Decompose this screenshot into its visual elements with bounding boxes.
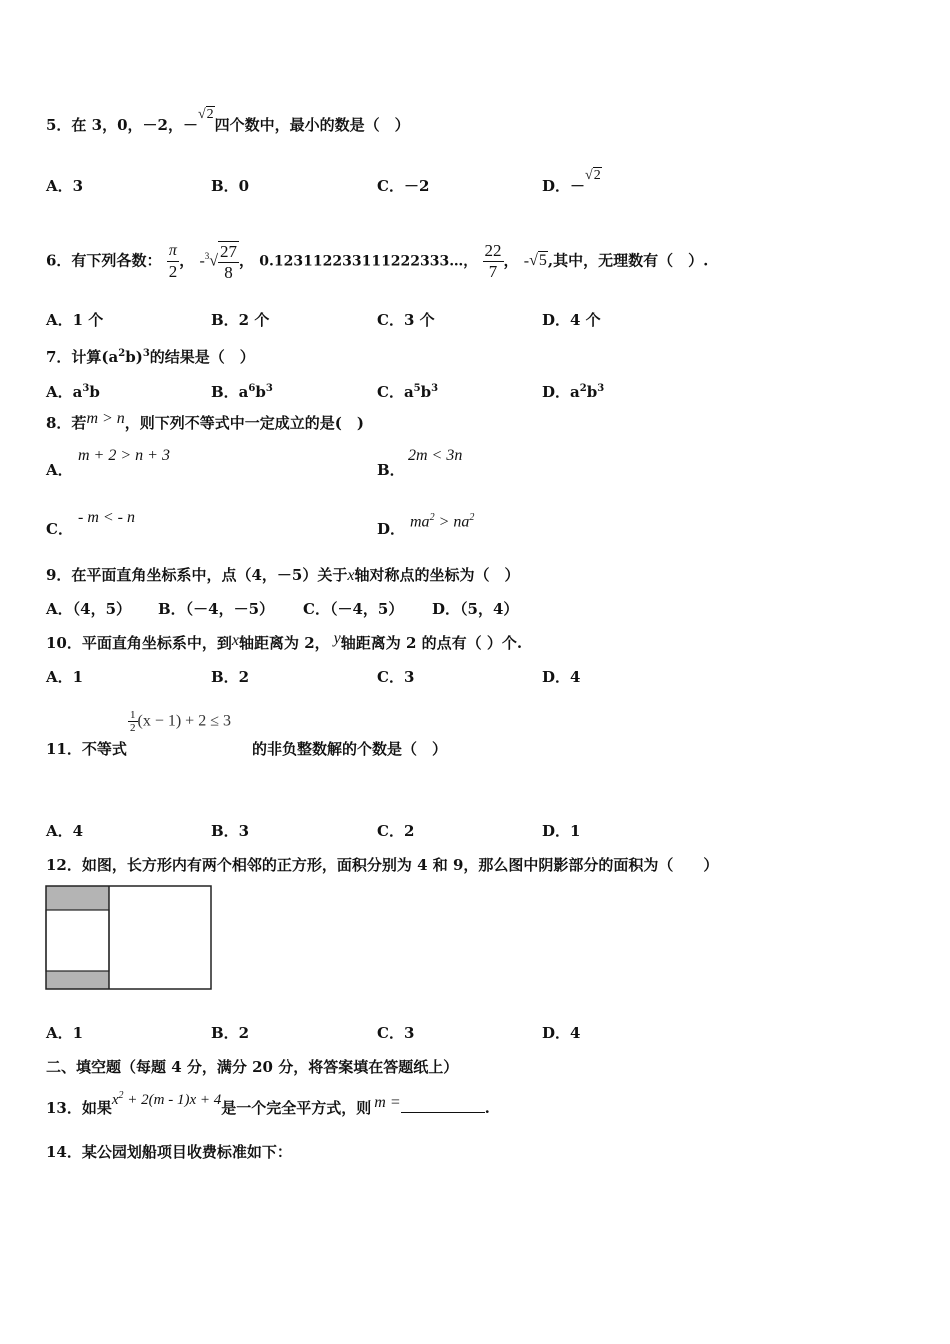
q11-option-b: B．3	[211, 822, 250, 840]
q9-option-c: C．（－4，5）	[303, 600, 404, 618]
q9-option-b: B．（－4，－5）	[158, 600, 275, 618]
q8-option-b-expr: 2m < 3n	[408, 447, 463, 464]
question-5-stem: 5．在 3，0，－2，－√2四个数中，最小的数是（ ）	[46, 107, 410, 134]
q7-option-a: A．$a^3b$	[46, 383, 100, 401]
q8-label-c: C．	[46, 520, 73, 538]
q8-label-d: D．	[377, 520, 406, 538]
q9-option-d: D．（5，4）	[432, 600, 519, 618]
q8-label-b: B．	[377, 461, 405, 479]
q12-option-c: C．3	[377, 1024, 415, 1042]
section-2-heading: 二、填空题（每题 4 分，满分 20 分，将答案填在答题纸上）	[46, 1058, 459, 1076]
q5-option-a: A．3	[46, 177, 84, 195]
pi-over-2-fraction: $\frac{\pi}{2}$	[168, 241, 178, 281]
question-6-stem: 6．有下列各数： $\frac{\pi}{2}$ ， -$^3$√ $\frac{27}{8}$ ， 0.123112233111222333…， $\frac{22}{7}$ ， -√5,其中，无理数有（ ）.	[46, 232, 708, 285]
fraction-22-7: $\frac{22}{7}$	[484, 240, 502, 281]
q12-option-a: A．1	[46, 1024, 84, 1042]
cube-root-27-8: $^3$√ $\frac{27}{8}$	[204, 241, 238, 282]
q6-option-d: D．4 个	[542, 311, 601, 329]
q8-option-a-expr: m + 2 > n + 3	[78, 447, 170, 464]
q8-label-a: A．	[46, 461, 73, 479]
q5-option-c: C．－2	[377, 177, 430, 195]
q7-option-c: C．$a^5b^3$	[377, 383, 439, 401]
q5-option-d: D．－√2	[542, 168, 601, 195]
question-13-stem: 13．如果$x^2 + 2(m - 1)x + 4$是一个完全平方式，则 m = .	[46, 1090, 490, 1117]
q10-option-a: A．1	[46, 668, 84, 686]
q9-option-a: A．（4，5）	[46, 600, 132, 618]
q8-option-d-expr: $ma^2 > na^2$	[410, 512, 475, 531]
question-11-tail: 的非负整数解的个数是（ ）	[252, 740, 448, 758]
q10-option-b: B．2	[211, 668, 250, 686]
q11-option-d: D．1	[542, 822, 581, 840]
q5-option-b: B．0	[211, 177, 250, 195]
question-9-stem: 9．在平面直角坐标系中，点（4，－5）关于x轴对称点的坐标为（ ）	[46, 566, 520, 584]
small-square	[46, 910, 109, 971]
q12-option-b: B．2	[211, 1024, 250, 1042]
q11-inequality: $\frac{1}{2}$ (x − 1) + 2 ≤ 3	[130, 709, 231, 734]
question-11-lead: 11．不等式	[46, 740, 127, 758]
q7-option-b: B．$a^6b^3$	[211, 383, 273, 401]
rectangle-squares-figure	[44, 884, 214, 994]
shaded-region-bottom	[46, 971, 109, 989]
q7-option-d: D．$a^2b^3$	[542, 383, 605, 401]
question-12-stem: 12．如图，长方形内有两个相邻的正方形，面积分别为 4 和 9，那么图中阴影部分的面积为（ ）	[46, 856, 719, 874]
q6-option-a: A．1 个	[46, 311, 104, 329]
answer-blank[interactable]	[401, 1098, 485, 1113]
q11-option-c: C．2	[377, 822, 415, 840]
q6-option-c: C．3 个	[377, 311, 435, 329]
q12-option-d: D．4	[542, 1024, 581, 1042]
question-10-stem: 10．平面直角坐标系中，到x轴距离为 2， y轴距离为 2 的点有（ ）个.	[46, 630, 523, 652]
question-14-stem: 14．某公园划船项目收费标准如下：	[46, 1143, 292, 1161]
q10-option-c: C．3	[377, 668, 415, 686]
question-7-stem: 7．计算$(a^2b)^3$的结果是（ ）	[46, 348, 255, 366]
q6-option-b: B．2 个	[211, 311, 270, 329]
q11-option-a: A．4	[46, 822, 84, 840]
q10-option-d: D．4	[542, 668, 581, 686]
q8-option-c-expr: - m < - n	[78, 509, 136, 526]
question-8-stem: 8．若m > n，则下列不等式中一定成立的是( )	[46, 410, 364, 432]
shaded-region-top	[46, 886, 109, 910]
